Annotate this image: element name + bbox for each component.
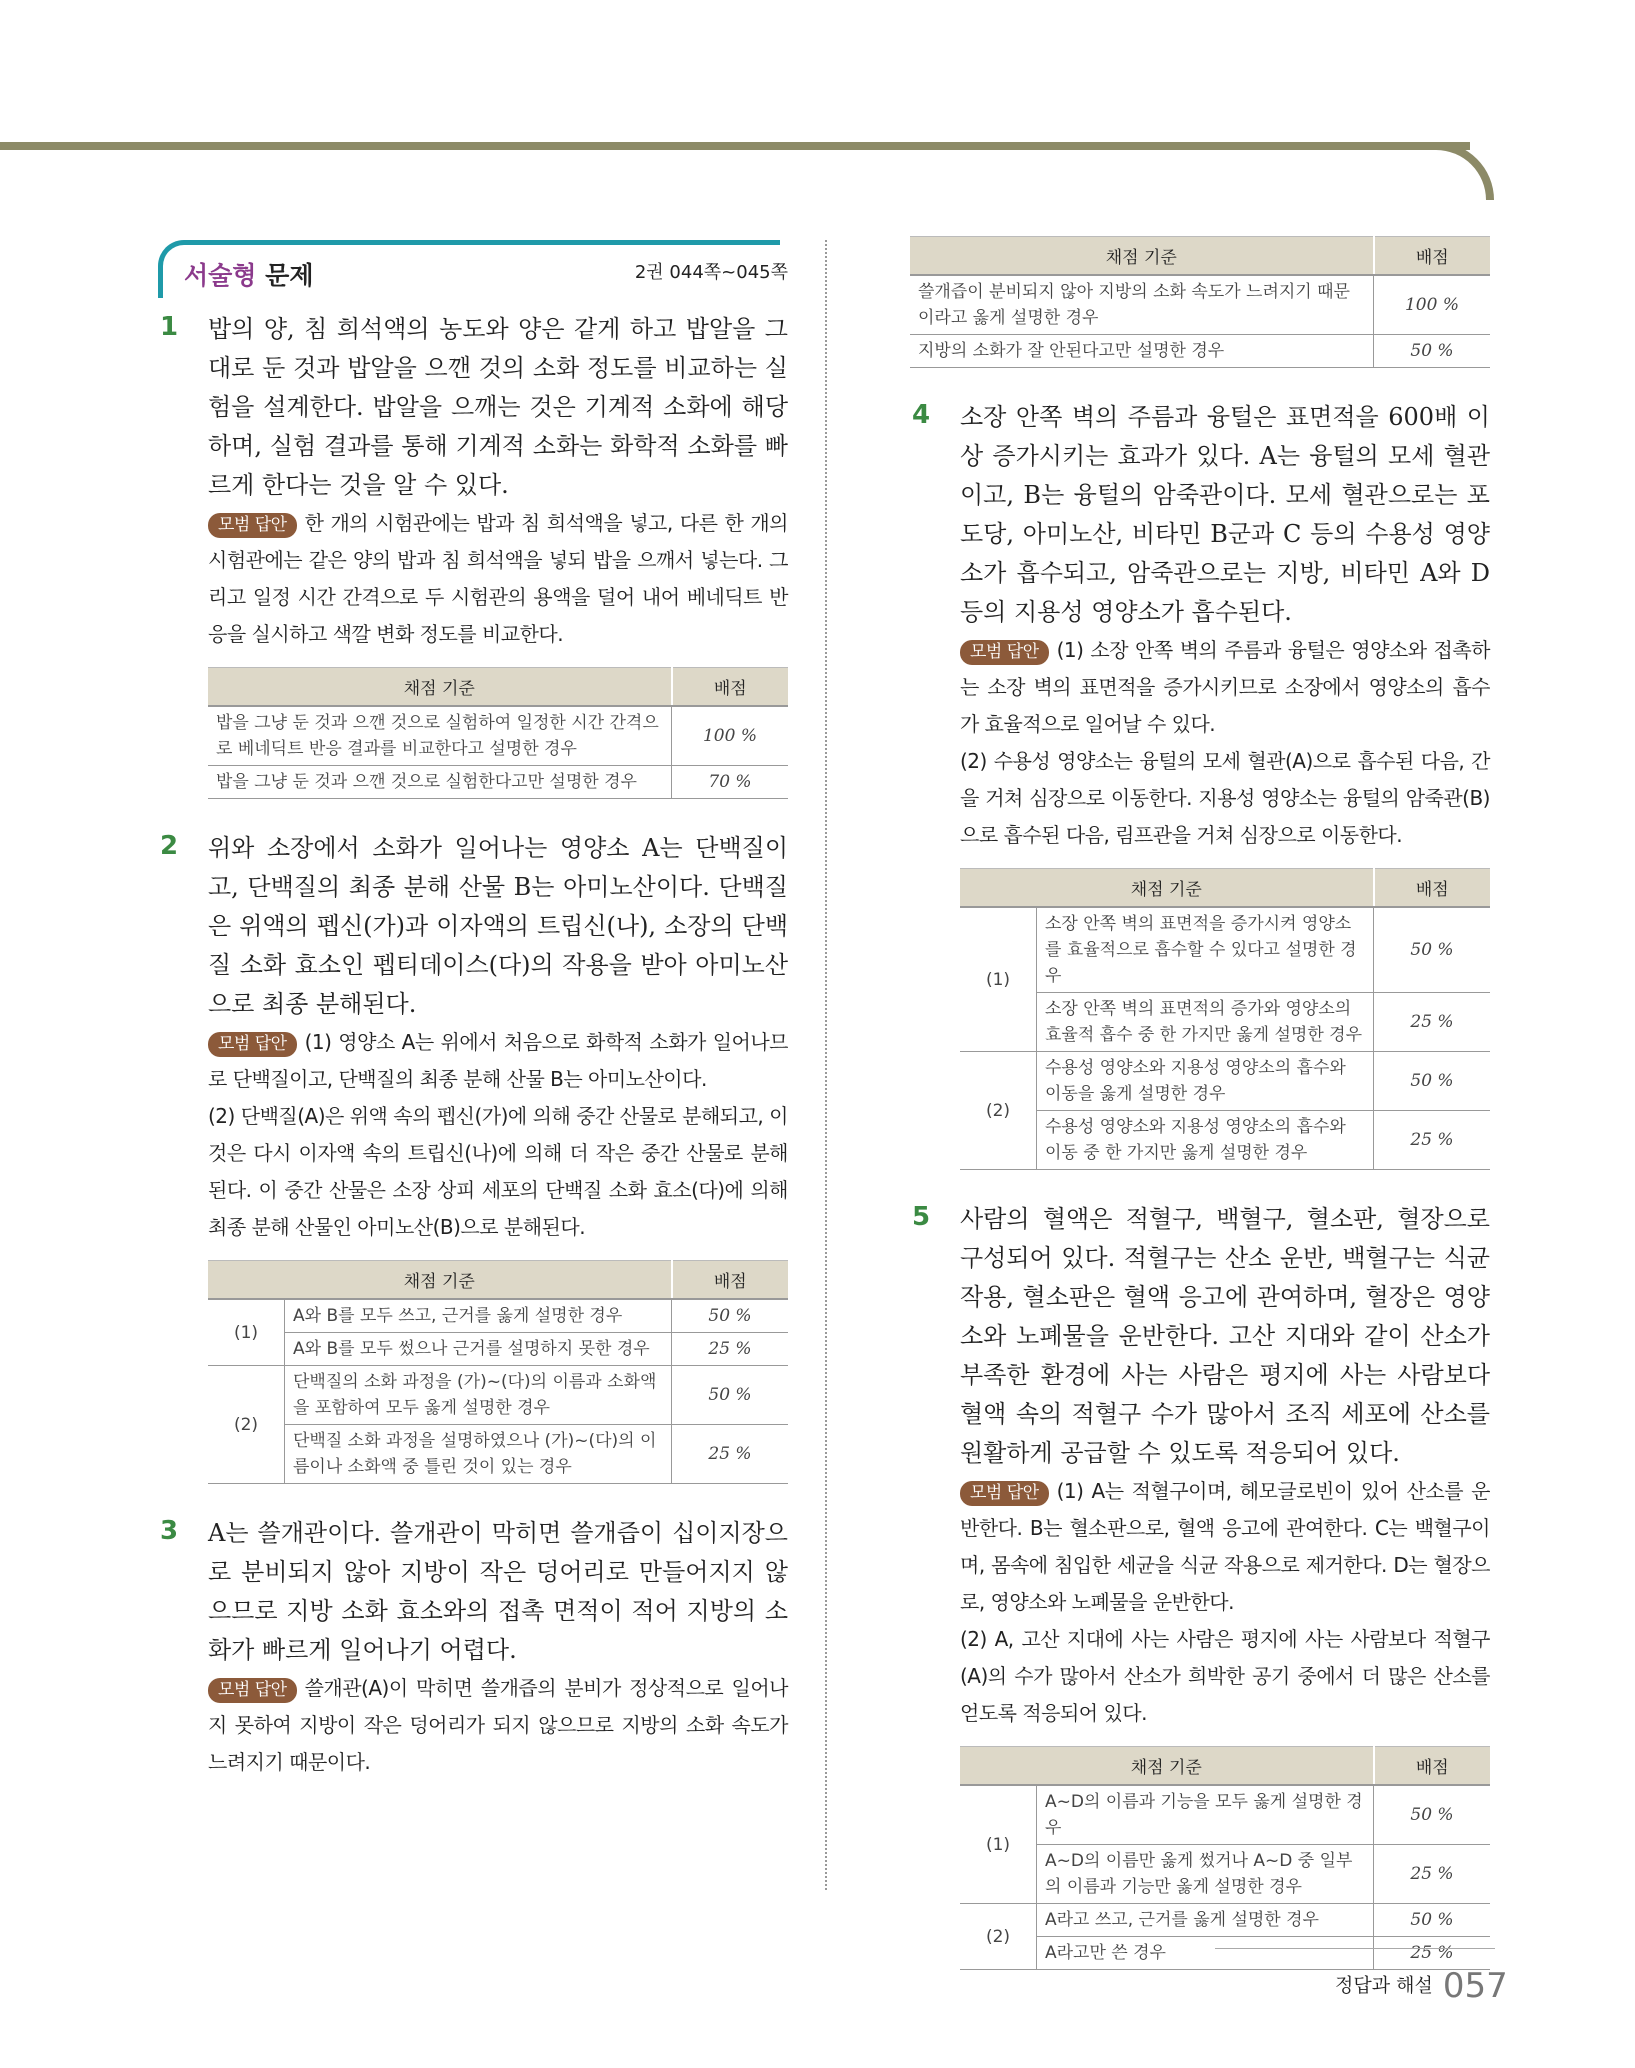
question-number: 2	[160, 831, 179, 861]
criteria-cell: 수용성 영양소와 지용성 영양소의 흡수와 이동을 옳게 설명한 경우	[1037, 1052, 1374, 1111]
question-5	[910, 1200, 1490, 1970]
left-column	[158, 240, 788, 1811]
criteria-header: 채점 기준	[910, 237, 1374, 276]
sub-question-label: (1)	[960, 1785, 1037, 1904]
model-answer-badge: 모범 답안	[960, 640, 1049, 665]
question-explanation: 사람의 혈액은 적혈구, 백혈구, 혈소판, 혈장으로 구성되어 있다. 적혈구는 산소 운반, 백혈구는 식균 작용, 혈소판은 혈액 응고에 관여하며, 혈장은 영양소와 노폐물을 운반한다. 고산 지대와 같이 산소가 부족한 환경에 사는 사람은 평지에 사는 사람보다 혈액 속의 적혈구 수가 많아서 조직 세포에 산소를 원활하게 공급할 수 있도록 적응되어 있다.	[960, 1205, 1490, 1467]
score-header: 배점	[1374, 237, 1491, 276]
sub-question-label: (1)	[960, 907, 1037, 1052]
section-title	[184, 256, 313, 292]
table-row	[910, 335, 1490, 368]
criteria-cell: A와 B를 모두 썼으나 근거를 설명하지 못한 경우	[285, 1333, 672, 1366]
question-1	[158, 310, 788, 799]
criteria-header: 채점 기준	[960, 1747, 1374, 1786]
question-explanation: 위와 소장에서 소화가 일어나는 영양소 A는 단백질이고, 단백질의 최종 분해 산물 B는 아미노산이다. 단백질은 위액의 펩신(가)과 이자액의 트립신(나), 소장의 단백질 소화 효소인 펩티데이스(다)의 작용을 받아 아미노산으로 최종 분해된다.	[208, 834, 788, 1018]
score-cell: 50 %	[1374, 1785, 1491, 1845]
section-header	[158, 240, 788, 300]
score-cell: 50 %	[1374, 335, 1491, 368]
score-cell: 50 %	[672, 1366, 789, 1425]
scoring-table-q3	[910, 236, 1490, 368]
sub-question-label: (2)	[960, 1904, 1037, 1970]
score-cell: 25 %	[672, 1333, 789, 1366]
criteria-cell: 밥을 그냥 둔 것과 으깬 것으로 실험한다고만 설명한 경우	[208, 766, 672, 799]
table-row	[960, 1904, 1490, 1937]
section-reference: 2권 044쪽~045쪽	[634, 262, 788, 283]
question-number: 4	[912, 400, 931, 430]
criteria-header: 채점 기준	[208, 1261, 672, 1300]
model-answer	[960, 1473, 1490, 1732]
question-explanation: 소장 안쪽 벽의 주름과 융털은 표면적을 600배 이상 증가시키는 효과가 있다. A는 융털의 모세 혈관이고, B는 융털의 암죽관이다. 모세 혈관으로는 포도당, 아미노산, 비타민 B군과 C 등의 수용성 영양소가 흡수되고, 암죽관으로는 지방, 비타민 A와 D 등의 지용성 영양소가 흡수된다.	[960, 403, 1490, 626]
table-row	[208, 766, 788, 799]
model-answer-part1: (1) 영양소 A는 위에서 처음으로 화학적 소화가 일어나므로 단백질이고, 단백질의 최종 분해 산물 B는 아미노산이다.	[208, 1030, 788, 1091]
section-title-sub: 문제	[265, 261, 314, 290]
page-number: 057	[1442, 1966, 1508, 2006]
criteria-cell: 쓸개즙이 분비되지 않아 지방의 소화 속도가 느려지기 때문이라고 옳게 설명한 경우	[910, 275, 1374, 335]
footer-rule	[1215, 1948, 1495, 1949]
model-answer	[960, 632, 1490, 854]
question-number: 5	[912, 1202, 931, 1232]
score-cell: 50 %	[1374, 1904, 1491, 1937]
scoring-table	[208, 667, 788, 799]
model-answer-badge: 모범 답안	[960, 1481, 1049, 1506]
model-answer-part2: (2) 단백질(A)은 위액 속의 펩신(가)에 의해 중간 산물로 분해되고, 이것은 다시 이자액 속의 트립신(나)에 의해 더 작은 중간 산물로 분해된다. 이 중간 산물은 소장 상피 세포의 단백질 소화 효소(다)에 의해 최종 분해 산물인 아미노산(B)으로 분해된다.	[208, 1104, 788, 1239]
table-row	[208, 1425, 788, 1484]
top-decorative-bar	[0, 142, 1470, 150]
score-header: 배점	[1374, 869, 1491, 908]
score-header: 배점	[672, 1261, 789, 1300]
question-number: 3	[160, 1516, 179, 1546]
score-cell: 100 %	[672, 706, 789, 766]
right-column	[910, 236, 1490, 2000]
score-cell: 50 %	[1374, 907, 1491, 993]
question-2	[158, 829, 788, 1484]
table-row	[960, 1785, 1490, 1845]
score-cell: 25 %	[1374, 1845, 1491, 1904]
footer-label: 정답과 해설	[1335, 1974, 1433, 1997]
criteria-cell: 소장 안쪽 벽의 표면적을 증가시켜 영양소를 효율적으로 흡수할 수 있다고 설명한 경우	[1037, 907, 1374, 993]
score-cell: 70 %	[672, 766, 789, 799]
criteria-cell: A~D의 이름과 기능을 모두 옳게 설명한 경우	[1037, 1785, 1374, 1845]
table-row	[208, 706, 788, 766]
sub-question-label: (2)	[960, 1052, 1037, 1170]
model-answer	[208, 1024, 788, 1246]
criteria-cell: 소장 안쪽 벽의 표면적의 증가와 영양소의 효율적 흡수 중 한 가지만 옳게 설명한 경우	[1037, 993, 1374, 1052]
criteria-cell: A라고만 쓴 경우	[1037, 1937, 1374, 1970]
sub-question-label: (1)	[208, 1299, 285, 1366]
scoring-table	[960, 1746, 1490, 1970]
model-answer-text: 한 개의 시험관에는 밥과 침 희석액을 넣고, 다른 한 개의 시험관에는 같은 양의 밥과 침 희석액을 넣되 밥을 으깨서 넣는다. 그리고 일정 시간 간격으로 두 시험관의 용액을 덜어 내어 베네딕트 반응을 실시하고 색깔 변화 정도를 비교한다.	[208, 511, 788, 646]
score-cell: 25 %	[1374, 1937, 1491, 1970]
scoring-table	[960, 868, 1490, 1170]
criteria-cell: A라고 쓰고, 근거를 옳게 설명한 경우	[1037, 1904, 1374, 1937]
model-answer-badge: 모범 답안	[208, 1678, 297, 1703]
criteria-header: 채점 기준	[208, 668, 672, 707]
model-answer-badge: 모범 답안	[208, 513, 297, 538]
sub-question-label: (2)	[208, 1366, 285, 1484]
table-row	[960, 1845, 1490, 1904]
table-row	[208, 1333, 788, 1366]
criteria-cell: A와 B를 모두 쓰고, 근거를 옳게 설명한 경우	[285, 1299, 672, 1333]
table-row	[960, 1937, 1490, 1970]
model-answer-part2: (2) 수용성 영양소는 융털의 모세 혈관(A)으로 흡수된 다음, 간을 거쳐 심장으로 이동한다. 지용성 영양소는 융털의 암죽관(B)으로 흡수된 다음, 림프관을 거쳐 심장으로 이동한다.	[960, 749, 1490, 847]
page-footer	[1335, 1966, 1508, 2006]
question-4	[910, 398, 1490, 1170]
model-answer-part2: (2) A, 고산 지대에 사는 사람은 평지에 사는 사람보다 적혈구(A)의 수가 많아서 산소가 희박한 공기 중에서 더 많은 산소를 얻도록 적응되어 있다.	[960, 1627, 1490, 1725]
column-divider	[825, 240, 827, 1890]
model-answer	[208, 505, 788, 653]
score-cell: 25 %	[672, 1425, 789, 1484]
score-cell: 50 %	[672, 1299, 789, 1333]
section-title-main: 서술형	[184, 261, 257, 290]
table-row	[960, 907, 1490, 993]
model-answer-badge: 모범 답안	[208, 1032, 297, 1057]
table-row	[208, 1366, 788, 1425]
table-row	[208, 1299, 788, 1333]
score-cell: 25 %	[1374, 993, 1491, 1052]
score-header: 배점	[1374, 1747, 1491, 1786]
question-explanation: 밥의 양, 침 희석액의 농도와 양은 같게 하고 밥알을 그대로 둔 것과 밥알을 으깬 것의 소화 정도를 비교하는 실험을 설계한다. 밥알을 으깨는 것은 기계적 소화에 해당하며, 실험 결과를 통해 기계적 소화는 화학적 소화를 빠르게 한다는 것을 알 수 있다.	[208, 315, 788, 499]
criteria-header: 채점 기준	[960, 869, 1374, 908]
criteria-cell: 단백질 소화 과정을 설명하였으나 (가)~(다)의 이름이나 소화액 중 틀린 것이 있는 경우	[285, 1425, 672, 1484]
scoring-table	[208, 1260, 788, 1484]
question-explanation: A는 쓸개관이다. 쓸개관이 막히면 쓸개즙이 십이지장으로 분비되지 않아 지방이 작은 덩어리로 만들어지지 않으므로 지방 소화 효소와의 접촉 면적이 적어 지방의 소화가 빠르게 일어나기 어렵다.	[208, 1519, 788, 1664]
model-answer-part1: (1) A는 적혈구이며, 헤모글로빈이 있어 산소를 운반한다. B는 혈소판으로, 혈액 응고에 관여한다. C는 백혈구이며, 몸속에 침입한 세균을 식균 작용으로 제거한다. D는 혈장으로, 영양소와 노폐물을 운반한다.	[960, 1479, 1490, 1614]
score-cell: 100 %	[1374, 275, 1491, 335]
criteria-cell: 밥을 그냥 둔 것과 으깬 것으로 실험하여 일정한 시간 간격으로 베네딕트 반응 결과를 비교한다고 설명한 경우	[208, 706, 672, 766]
model-answer-text: 쓸개관(A)이 막히면 쓸개즙의 분비가 정상적으로 일어나지 못하여 지방이 작은 덩어리가 되지 않으므로 지방의 소화 속도가 느려지기 때문이다.	[208, 1676, 788, 1774]
table-row	[960, 993, 1490, 1052]
score-header: 배점	[672, 668, 789, 707]
model-answer	[208, 1670, 788, 1781]
criteria-cell: 단백질의 소화 과정을 (가)~(다)의 이름과 소화액을 포함하여 모두 옳게 설명한 경우	[285, 1366, 672, 1425]
model-answer-part1: (1) 소장 안쪽 벽의 주름과 융털은 영양소와 접촉하는 소장 벽의 표면적을 증가시키므로 소장에서 영양소의 흡수가 효율적으로 일어날 수 있다.	[960, 638, 1490, 736]
score-cell: 50 %	[1374, 1052, 1491, 1111]
score-cell: 25 %	[1374, 1111, 1491, 1170]
table-row	[960, 1111, 1490, 1170]
top-decorative-curve	[1400, 142, 1494, 200]
table-row	[960, 1052, 1490, 1111]
question-number: 1	[160, 312, 179, 342]
question-3	[158, 1514, 788, 1781]
criteria-cell: 지방의 소화가 잘 안된다고만 설명한 경우	[910, 335, 1374, 368]
criteria-cell: 수용성 영양소와 지용성 영양소의 흡수와 이동 중 한 가지만 옳게 설명한 경우	[1037, 1111, 1374, 1170]
criteria-cell: A~D의 이름만 옳게 썼거나 A~D 중 일부의 이름과 기능만 옳게 설명한 경우	[1037, 1845, 1374, 1904]
table-row	[910, 275, 1490, 335]
